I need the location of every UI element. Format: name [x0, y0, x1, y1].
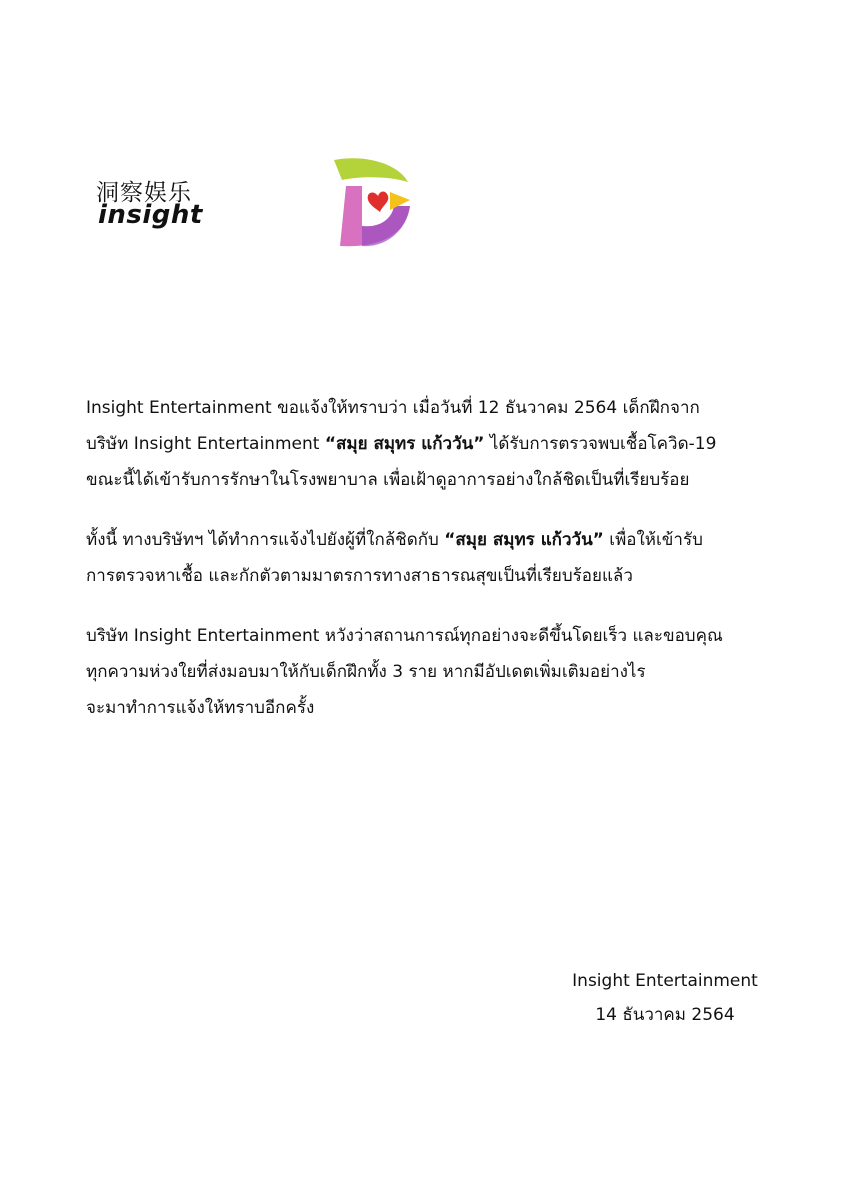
logo-chinese-text: 洞察娱乐 [96, 180, 192, 206]
paragraph-1-line-2 [86, 426, 766, 462]
paragraph-1 [86, 390, 766, 498]
paragraph-3-line-2: ทุกความห่วงใยที่ส่งมอบมาให้กับเด็กฝึกทั้ง 3 ราย หากมีอัปเดตเพิ่มเติมอย่างไร [86, 662, 646, 682]
paragraph-2-line-1 [86, 522, 766, 558]
paragraph-1-line-3: ขณะนี้ได้เข้ารับการรักษาในโรงพยาบาล เพื่อเฝ้าดูอาการอย่างใกล้ชิดเป็นที่เรียบร้อย [86, 470, 690, 490]
paragraph-1-line-2-end: ได้รับการตรวจพบเชื้อโควิด-19 [484, 434, 717, 454]
paragraph-1-line-2-start: บริษัท Insight Entertainment [86, 434, 325, 454]
insight-logo-icon [326, 156, 526, 256]
paragraph-3 [86, 618, 766, 726]
trainee-name: “สมุย สมุทร แก้ววัน” [444, 530, 604, 550]
paragraph-2-line-1-end: เพื่อให้เข้ารับ [603, 530, 703, 550]
signature-company: Insight Entertainment [572, 971, 758, 991]
paragraph-2-line-1-start: ทั้งนี้ ทางบริษัทฯ ได้ทำการแจ้งไปยังผู้ที่ใกล้ชิดกับ [86, 530, 445, 550]
paragraph-2 [86, 522, 766, 594]
trainee-name: “สมุย สมุทร แก้ววัน” [324, 434, 485, 454]
paragraph-3-line-3: จะมาทำการแจ้งให้ทราบอีกครั้ง [86, 698, 315, 718]
signature-block [540, 964, 790, 1032]
paragraph-3-line-1: บริษัท Insight Entertainment หวังว่าสถานการณ์ทุกอย่างจะดีขึ้นโดยเร็ว และขอบคุณ [86, 626, 723, 646]
announcement-body [86, 390, 766, 750]
paragraph-1-line-1: Insight Entertainment ขอแจ้งให้ทราบว่า เมื่อวันที่ 12 ธันวาคม 2564 เด็กฝึกจาก [86, 398, 700, 418]
signature-date: 14 ธันวาคม 2564 [595, 1005, 735, 1025]
paragraph-2-line-2: การตรวจหาเชื้อ และกักตัวตามมาตรการทางสาธารณสุขเป็นที่เรียบร้อยแล้ว [86, 566, 633, 586]
logo-brand-text: insight [98, 200, 203, 230]
